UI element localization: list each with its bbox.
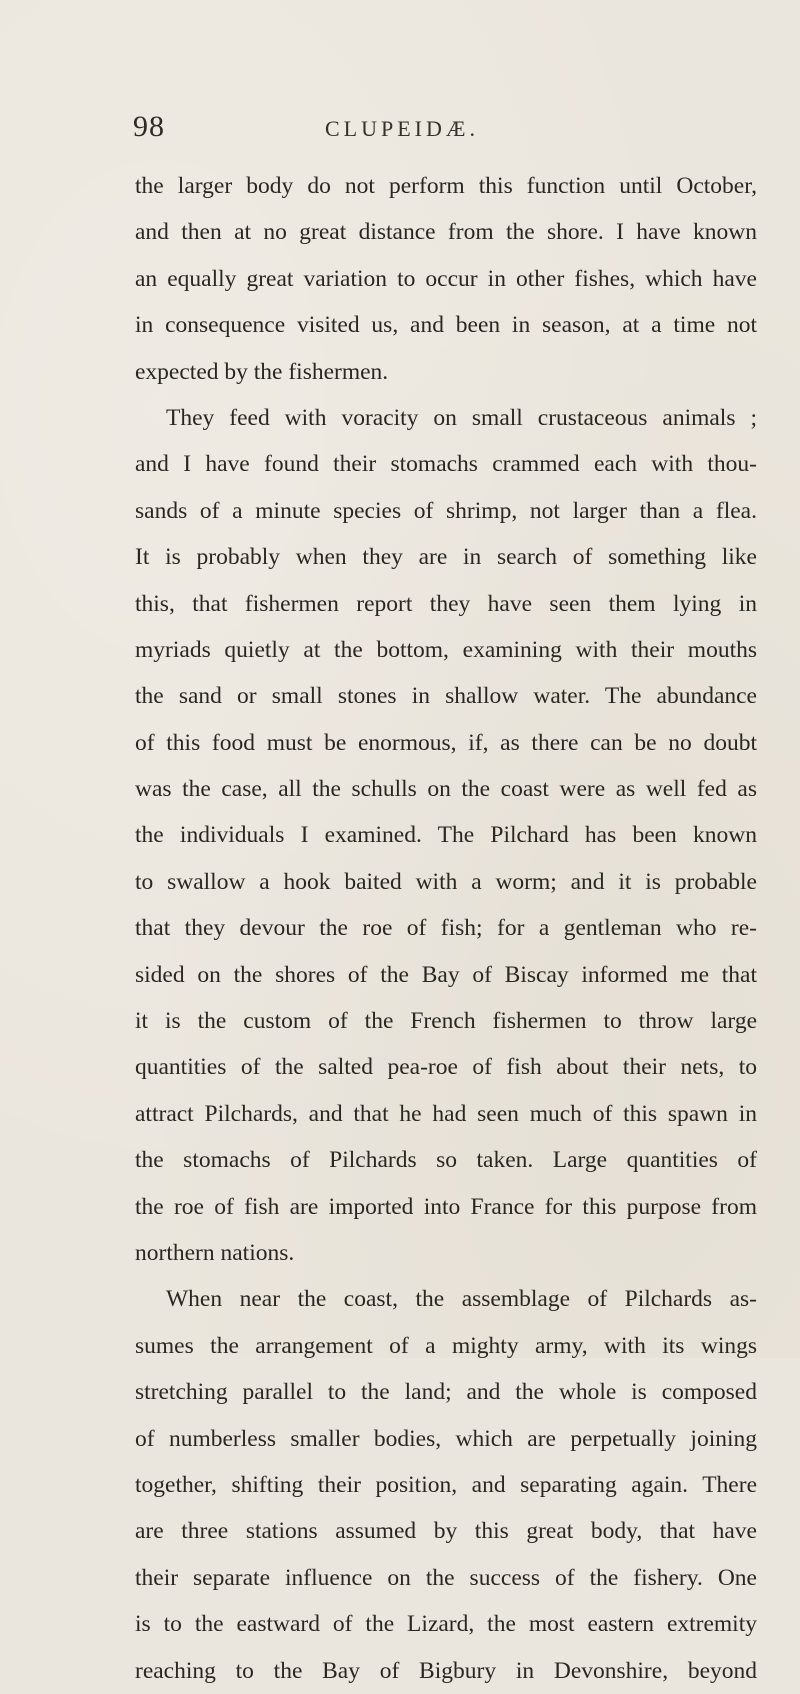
text-line: attract Pilchards, and that he had seen much of this spawn in [135,1100,757,1127]
text-line: to swallow a hook baited with a worm; and it is probable [135,868,757,895]
text-line: the roe of fish are imported into France for this purpose from [135,1193,757,1220]
page-number: 98 [133,110,165,143]
text-line: quantities of the salted pea-roe of fish about their nets, to [135,1054,757,1081]
text-line: of this food must be enormous, if, as there can be no doubt [135,729,757,756]
text-line: it is the custom of the French fishermen to throw large [135,1008,757,1035]
text-line: are three stations assumed by this great body, that have [135,1518,757,1545]
text-line: in consequence visited us, and been in season, at a time not [135,312,757,339]
text-line: the stomachs of Pilchards so taken. Large quantities of [135,1147,757,1174]
text-line: It is probably when they are in search of something like [135,544,757,571]
text-line: myriads quietly at the bottom, examining with their mouths [135,636,757,663]
text-line: sided on the shores of the Bay of Biscay informed me that [135,961,757,988]
text-line: that they devour the roe of fish; for a gentleman who re- [135,915,757,942]
text-line: the sand or small stones in shallow water. The abundance [135,683,757,710]
page-header [0,107,800,147]
text-line: When near the coast, the assemblage of Pilchards as- [166,1286,757,1313]
text-line: is to the eastward of the Lizard, the most eastern extremity [135,1611,757,1638]
text-line: the larger body do not perform this function until October, [135,173,757,199]
text-line: together, shifting their position, and separating again. There [135,1471,757,1498]
text-line: stretching parallel to the land; and the whole is composed [135,1379,757,1406]
body-text [135,163,757,1694]
text-line: reaching to the Bay of Bigbury in Devonshire, beyond [135,1657,757,1684]
text-line: this, that fishermen report they have seen them lying in [135,590,757,617]
text-line: and I have found their stomachs crammed each with thou- [135,451,757,478]
text-line: the individuals I examined. The Pilchard has been known [135,822,757,849]
running-head: CLUPEIDÆ. [325,116,479,141]
text-line: and then at no great distance from the shore. I have known [135,219,757,246]
text-line: They feed with voracity on small crustaceous animals ; [166,404,757,431]
text-line: sumes the arrangement of a mighty army, with its wings [135,1332,757,1359]
text-line: sands of a minute species of shrimp, not larger than a flea. [135,497,757,524]
text-line: their separate influence on the success of the fishery. One [135,1564,757,1591]
text-line: of numberless smaller bodies, which are perpetually joining [135,1425,757,1452]
text-line: expected by the fishermen. [135,358,389,385]
text-line: northern nations. [135,1239,295,1266]
text-line: was the case, all the schulls on the coast were as well fed as [135,776,757,803]
text-line: an equally great variation to occur in other fishes, which have [135,265,757,292]
